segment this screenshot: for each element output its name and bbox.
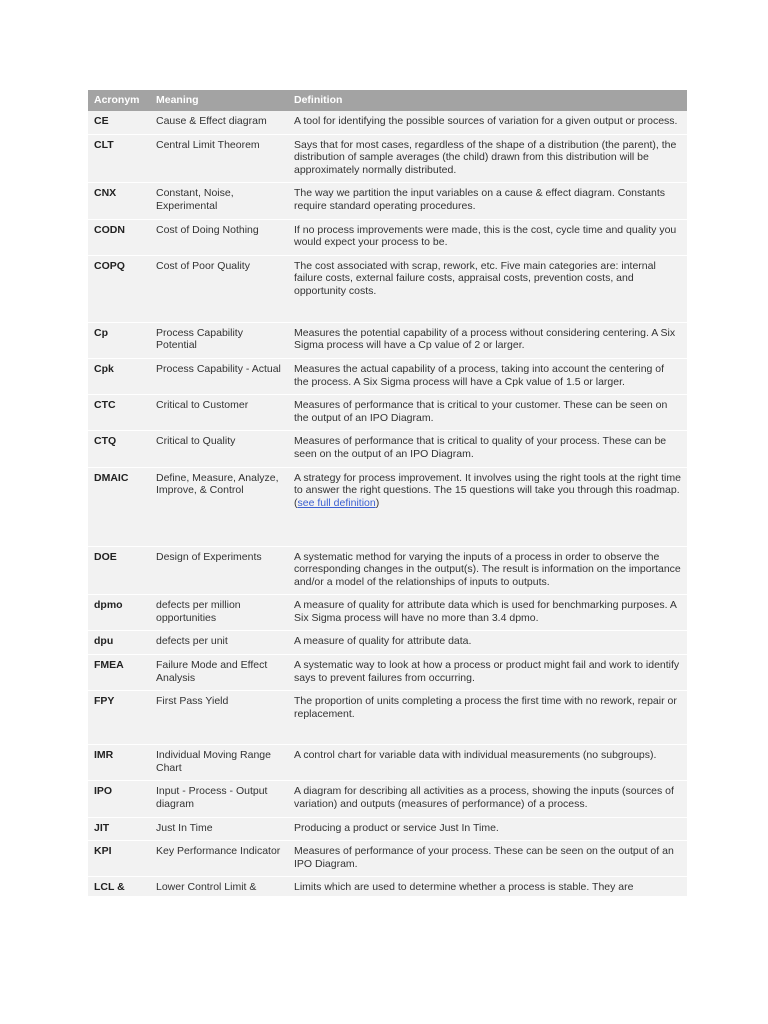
row-acronym: FPY <box>88 691 150 745</box>
table-body <box>88 111 687 896</box>
definition-text: A strategy for process improvement. It involves using the right tools at the right time to answer the right questions. The 15 questions will take you through this roadmap. <box>294 471 681 497</box>
header-acronym: Acronym <box>88 90 150 111</box>
row-acronym: LCL & <box>88 877 150 896</box>
row-acronym: DOE <box>88 546 150 595</box>
row-acronym: CTQ <box>88 431 150 467</box>
table-row <box>88 655 687 691</box>
row-definition: A measure of quality for attribute data. <box>288 631 687 655</box>
row-meaning: Individual Moving Range Chart <box>150 745 288 781</box>
row-meaning: Central Limit Theorem <box>150 134 288 183</box>
row-acronym: CE <box>88 111 150 134</box>
row-definition: Measures the potential capability of a process without considering centering. A Six Sigma process will have a Cp value of 2 or larger. <box>288 322 687 358</box>
row-definition: A control chart for variable data with individual measurements (no subgroups). <box>288 745 687 781</box>
row-definition: A systematic method for varying the inputs of a process in order to observe the corresponding changes in the output(s). The result is information on the importance and/or a model of the relationships of inputs to outputs. <box>288 546 687 595</box>
row-acronym: CLT <box>88 134 150 183</box>
row-acronym: dpmo <box>88 595 150 631</box>
header-definition: Definition <box>288 90 687 111</box>
row-acronym: CTC <box>88 395 150 431</box>
row-definition: If no process improvements were made, this is the cost, cycle time and quality you would expect your process to be. <box>288 219 687 255</box>
row-definition: The way we partition the input variables on a cause & effect diagram. Constants require standard operating procedures. <box>288 183 687 219</box>
row-definition: The proportion of units completing a process the first time with no rework, repair or replacement. <box>288 691 687 745</box>
row-acronym: KPI <box>88 841 150 877</box>
row-meaning: Failure Mode and Effect Analysis <box>150 655 288 691</box>
row-acronym: Cp <box>88 322 150 358</box>
table-row <box>88 183 687 219</box>
row-definition: Limits which are used to determine whether a process is stable. They are <box>288 877 687 896</box>
row-meaning: Cost of Doing Nothing <box>150 219 288 255</box>
row-acronym: IPO <box>88 781 150 817</box>
row-meaning: Constant, Noise, Experimental <box>150 183 288 219</box>
row-acronym: IMR <box>88 745 150 781</box>
table-row <box>88 691 687 745</box>
row-acronym: Cpk <box>88 358 150 394</box>
row-meaning: Cost of Poor Quality <box>150 255 288 322</box>
table-row <box>88 395 687 431</box>
row-definition: A tool for identifying the possible sources of variation for a given output or process. <box>288 111 687 134</box>
row-acronym: dpu <box>88 631 150 655</box>
row-meaning: Cause & Effect diagram <box>150 111 288 134</box>
table-row <box>88 467 687 546</box>
table-row <box>88 255 687 322</box>
table-row <box>88 546 687 595</box>
header-row <box>88 90 687 111</box>
row-meaning: First Pass Yield <box>150 691 288 745</box>
row-definition: A diagram for describing all activities as a process, showing the inputs (sources of variation) and outputs (measures of performance) of a process. <box>288 781 687 817</box>
row-acronym: COPQ <box>88 255 150 322</box>
row-definition: A strategy for process improvement. It involves using the right tools at the right time to answer the right questions. The 15 questions will take you through this roadmap. (see full definition) <box>288 467 687 546</box>
row-meaning: Input - Process - Output diagram <box>150 781 288 817</box>
row-acronym: DMAIC <box>88 467 150 546</box>
table-row <box>88 817 687 841</box>
row-definition: A measure of quality for attribute data which is used for benchmarking purposes. A Six Sigma process will have no more than 3.4 dpmo. <box>288 595 687 631</box>
row-definition: A systematic way to look at how a process or product might fail and work to identify says to prevent failures from occurring. <box>288 655 687 691</box>
row-meaning: Define, Measure, Analyze, Improve, & Control <box>150 467 288 546</box>
row-meaning: Process Capability - Actual <box>150 358 288 394</box>
row-acronym: CODN <box>88 219 150 255</box>
row-meaning: Key Performance Indicator <box>150 841 288 877</box>
row-acronym: JIT <box>88 817 150 841</box>
table-row <box>88 595 687 631</box>
table-row <box>88 219 687 255</box>
row-definition: Measures of performance that is critical to your customer. These can be seen on the output of an IPO Diagram. <box>288 395 687 431</box>
table-row <box>88 111 687 134</box>
table-row <box>88 134 687 183</box>
table-row <box>88 431 687 467</box>
row-meaning: defects per unit <box>150 631 288 655</box>
row-acronym: CNX <box>88 183 150 219</box>
glossary-table-container <box>88 90 687 896</box>
row-meaning: Critical to Quality <box>150 431 288 467</box>
see-full-definition-link[interactable]: see full definition <box>297 496 376 509</box>
row-meaning: Process Capability Potential <box>150 322 288 358</box>
table-row <box>88 781 687 817</box>
header-meaning: Meaning <box>150 90 288 111</box>
row-definition: Measures of performance that is critical to quality of your process. These can be seen on the output of an IPO Diagram. <box>288 431 687 467</box>
row-acronym: FMEA <box>88 655 150 691</box>
row-definition: Measures the actual capability of a process, taking into account the centering of the process. A Six Sigma process will have a Cpk value of 1.5 or larger. <box>288 358 687 394</box>
table-row <box>88 322 687 358</box>
table-header <box>88 90 687 111</box>
row-meaning: defects per million opportunities <box>150 595 288 631</box>
row-meaning: Just In Time <box>150 817 288 841</box>
glossary-table <box>88 90 687 896</box>
table-row <box>88 877 687 896</box>
table-row <box>88 631 687 655</box>
table-row <box>88 841 687 877</box>
row-meaning: Critical to Customer <box>150 395 288 431</box>
table-row <box>88 745 687 781</box>
row-meaning: Design of Experiments <box>150 546 288 595</box>
row-definition: Says that for most cases, regardless of the shape of a distribution (the parent), the distribution of sample averages (the child) drawn from this distribution will be approximately normally distributed. <box>288 134 687 183</box>
row-definition: Producing a product or service Just In Time. <box>288 817 687 841</box>
table-row <box>88 358 687 394</box>
row-meaning: Lower Control Limit & <box>150 877 288 896</box>
row-definition: The cost associated with scrap, rework, etc. Five main categories are: internal failure costs, external failure costs, appraisal costs, prevention costs, and opportunity costs. <box>288 255 687 322</box>
row-definition: Measures of performance of your process. These can be seen on the output of an IPO Diagram. <box>288 841 687 877</box>
